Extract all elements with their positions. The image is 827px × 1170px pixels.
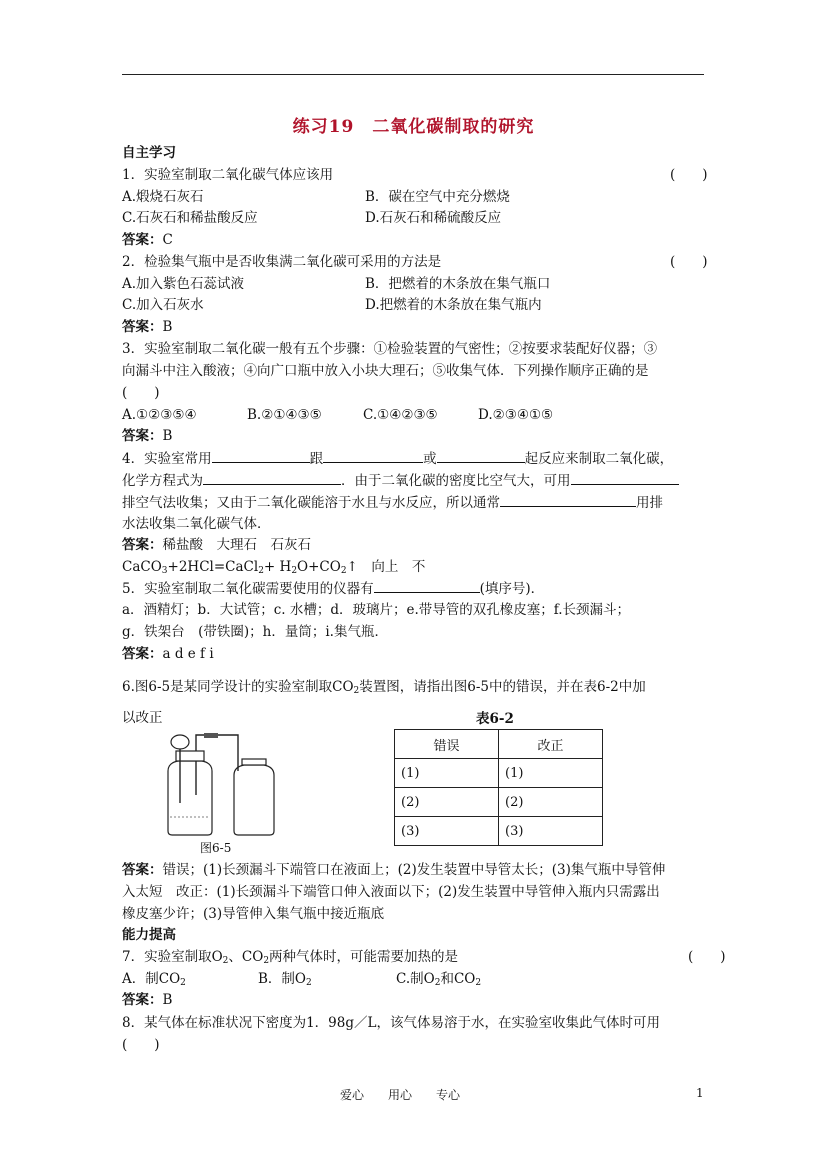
q7-answer: 答案：B (122, 992, 173, 1008)
q4-line2: 化学方程式为 ．由于二氧化碳的密度比空气大，可用 (122, 470, 679, 491)
page-number: 1 (696, 1086, 704, 1100)
q5-line1: 5．实验室制取二氧化碳需要使用的仪器有 (填序号)． (122, 578, 544, 599)
generator-bottle (168, 761, 212, 835)
row-error-cell: (2) (395, 788, 499, 817)
q3-option-d: D.②③④①⑤ (478, 407, 554, 423)
row-fix-cell: (3) (499, 817, 603, 846)
q7-option-b: B．制$O_2$ (258, 971, 312, 988)
q6-answer-line2: 入太短 改正：(1)长颈漏斗下端管口伸入液面以下；(2)发生装置中导管伸入瓶内只需露出 (122, 884, 660, 900)
q2-option-c: C.加入石灰水 (122, 297, 204, 313)
table-row (395, 817, 603, 846)
q8-line1: 8．某气体在标准状况下密度为1．98g／L，该气体易溶于水，在实验室收集此气体时可用 (122, 1015, 660, 1031)
q7-option-c: C.制$O_2$和$CO_2$ (396, 971, 482, 988)
q2-option-a: A.加入紫色石蕊试液 (122, 276, 245, 292)
q7-stem: 7．实验室制取$O_2$、$CO_2$两种气体时，可能需要加热的是 (122, 949, 459, 966)
q3-option-c: C.①④②③⑤ (363, 407, 438, 423)
row-fix-cell: (1) (499, 759, 603, 788)
table-row (395, 788, 603, 817)
q3-option-a: A.①②③⑤④ (122, 407, 197, 423)
q2-option-d: D.把燃着的木条放在集气瓶内 (365, 297, 542, 313)
q5-line3: g．铁架台 (带铁圈)；h．量筒；i.集气瓶． (122, 624, 388, 640)
rubber-joint (204, 733, 218, 738)
table-row (395, 759, 603, 788)
row-error-cell: (1) (395, 759, 499, 788)
section-ability: 能力提高 (122, 927, 176, 943)
figure-caption: 图6-5 (200, 841, 232, 855)
q7-paren: ( ) (688, 949, 726, 965)
q4-line4: 水法收集二氧化碳气体． (122, 516, 271, 532)
q4-answer: 答案：稀盐酸 大理石 石灰石 (122, 537, 311, 553)
correction-table (394, 729, 603, 846)
q3-option-b: B.②①④③⑤ (247, 407, 322, 423)
q1-option-a: A.煅烧石灰石 (122, 189, 204, 205)
q1-option-b: B．碳在空气中充分燃烧 (365, 189, 510, 205)
apparatus-figure (158, 733, 282, 839)
col-error-header: 错误 (395, 730, 499, 759)
q4-line1: 4．实验室常用 跟 或 起反应来制取二氧化碳， (122, 448, 673, 469)
q1-stem: 1．实验室制取二氧化碳气体应该用 (122, 167, 334, 183)
section-self-study: 自主学习 (122, 145, 176, 161)
q1-option-c: C.石灰石和稀盐酸反应 (122, 210, 258, 226)
q2-answer: 答案：B (122, 319, 173, 335)
collecting-bottle (234, 765, 274, 835)
q3-line1: 3．实验室制取二氧化碳一般有五个步骤：①检验装置的气密性；②按要求装配好仪器；③ (122, 341, 658, 357)
col-fix-header: 改正 (499, 730, 603, 759)
q3-answer: 答案：B (122, 428, 173, 444)
q2-paren: ( ) (670, 254, 708, 270)
q7-option-a: A．制$CO_2$ (122, 971, 186, 988)
q1-option-d: D.石灰石和稀硫酸反应 (365, 210, 502, 226)
row-error-cell: (3) (395, 817, 499, 846)
q5-answer: 答案：a d e f i (122, 646, 214, 662)
q1-paren: ( ) (670, 167, 708, 183)
row-fix-cell: (2) (499, 788, 603, 817)
glass-plate (242, 759, 266, 765)
q3-line2: 向漏斗中注入酸液；④向广口瓶中放入小块大理石；⑤收集气体．下列操作顺序正确的是 (122, 363, 649, 379)
q1-answer: 答案：C (122, 232, 173, 248)
table-header-row (395, 730, 603, 759)
q6-line2: 以改正 (122, 710, 163, 726)
q5-line2: a．酒精灯；b．大试管；c. 水槽；d．玻璃片；e.带导管的双孔橡皮塞；f.长颈漏斗； (122, 602, 631, 618)
page-title: 练习19 二氧化碳制取的研究 (292, 117, 535, 137)
q2-option-b: B．把燃着的木条放在集气瓶口 (365, 276, 551, 292)
q6-answer-line1: 答案：错误；(1)长颈漏斗下端管口在液面上；(2)发生装置中导管太长；(3)集气瓶中导管伸 (122, 862, 666, 878)
q8-line2: ( ) (122, 1037, 160, 1053)
q6-line1: 6.图6-5是某同学设计的实验室制取$CO_2$装置图，请指出图6-5中的错误，并在表6-2中加 (122, 679, 646, 696)
q3-paren: ( ) (122, 385, 160, 401)
q2-stem: 2．检验集气瓶中是否收集满二氧化碳可采用的方法是 (122, 254, 442, 270)
table-title: 表6-2 (476, 711, 514, 727)
funnel-bulb (171, 735, 189, 749)
q4-equation: CaCO$_3$+2HCl=CaCl$_2$+ $H_2O+CO_2↑$ 向上 不 (122, 559, 426, 576)
q4-line3: 排空气法收集；又由于二氧化碳能溶于水且与水反应，所以通常 用排 (122, 492, 663, 513)
q6-answer-line3: 橡皮塞少许；(3)导管伸入集气瓶中接近瓶底 (122, 906, 385, 922)
footer-motto: 爱心 用心 专心 (340, 1088, 461, 1102)
header-rule (122, 74, 704, 75)
